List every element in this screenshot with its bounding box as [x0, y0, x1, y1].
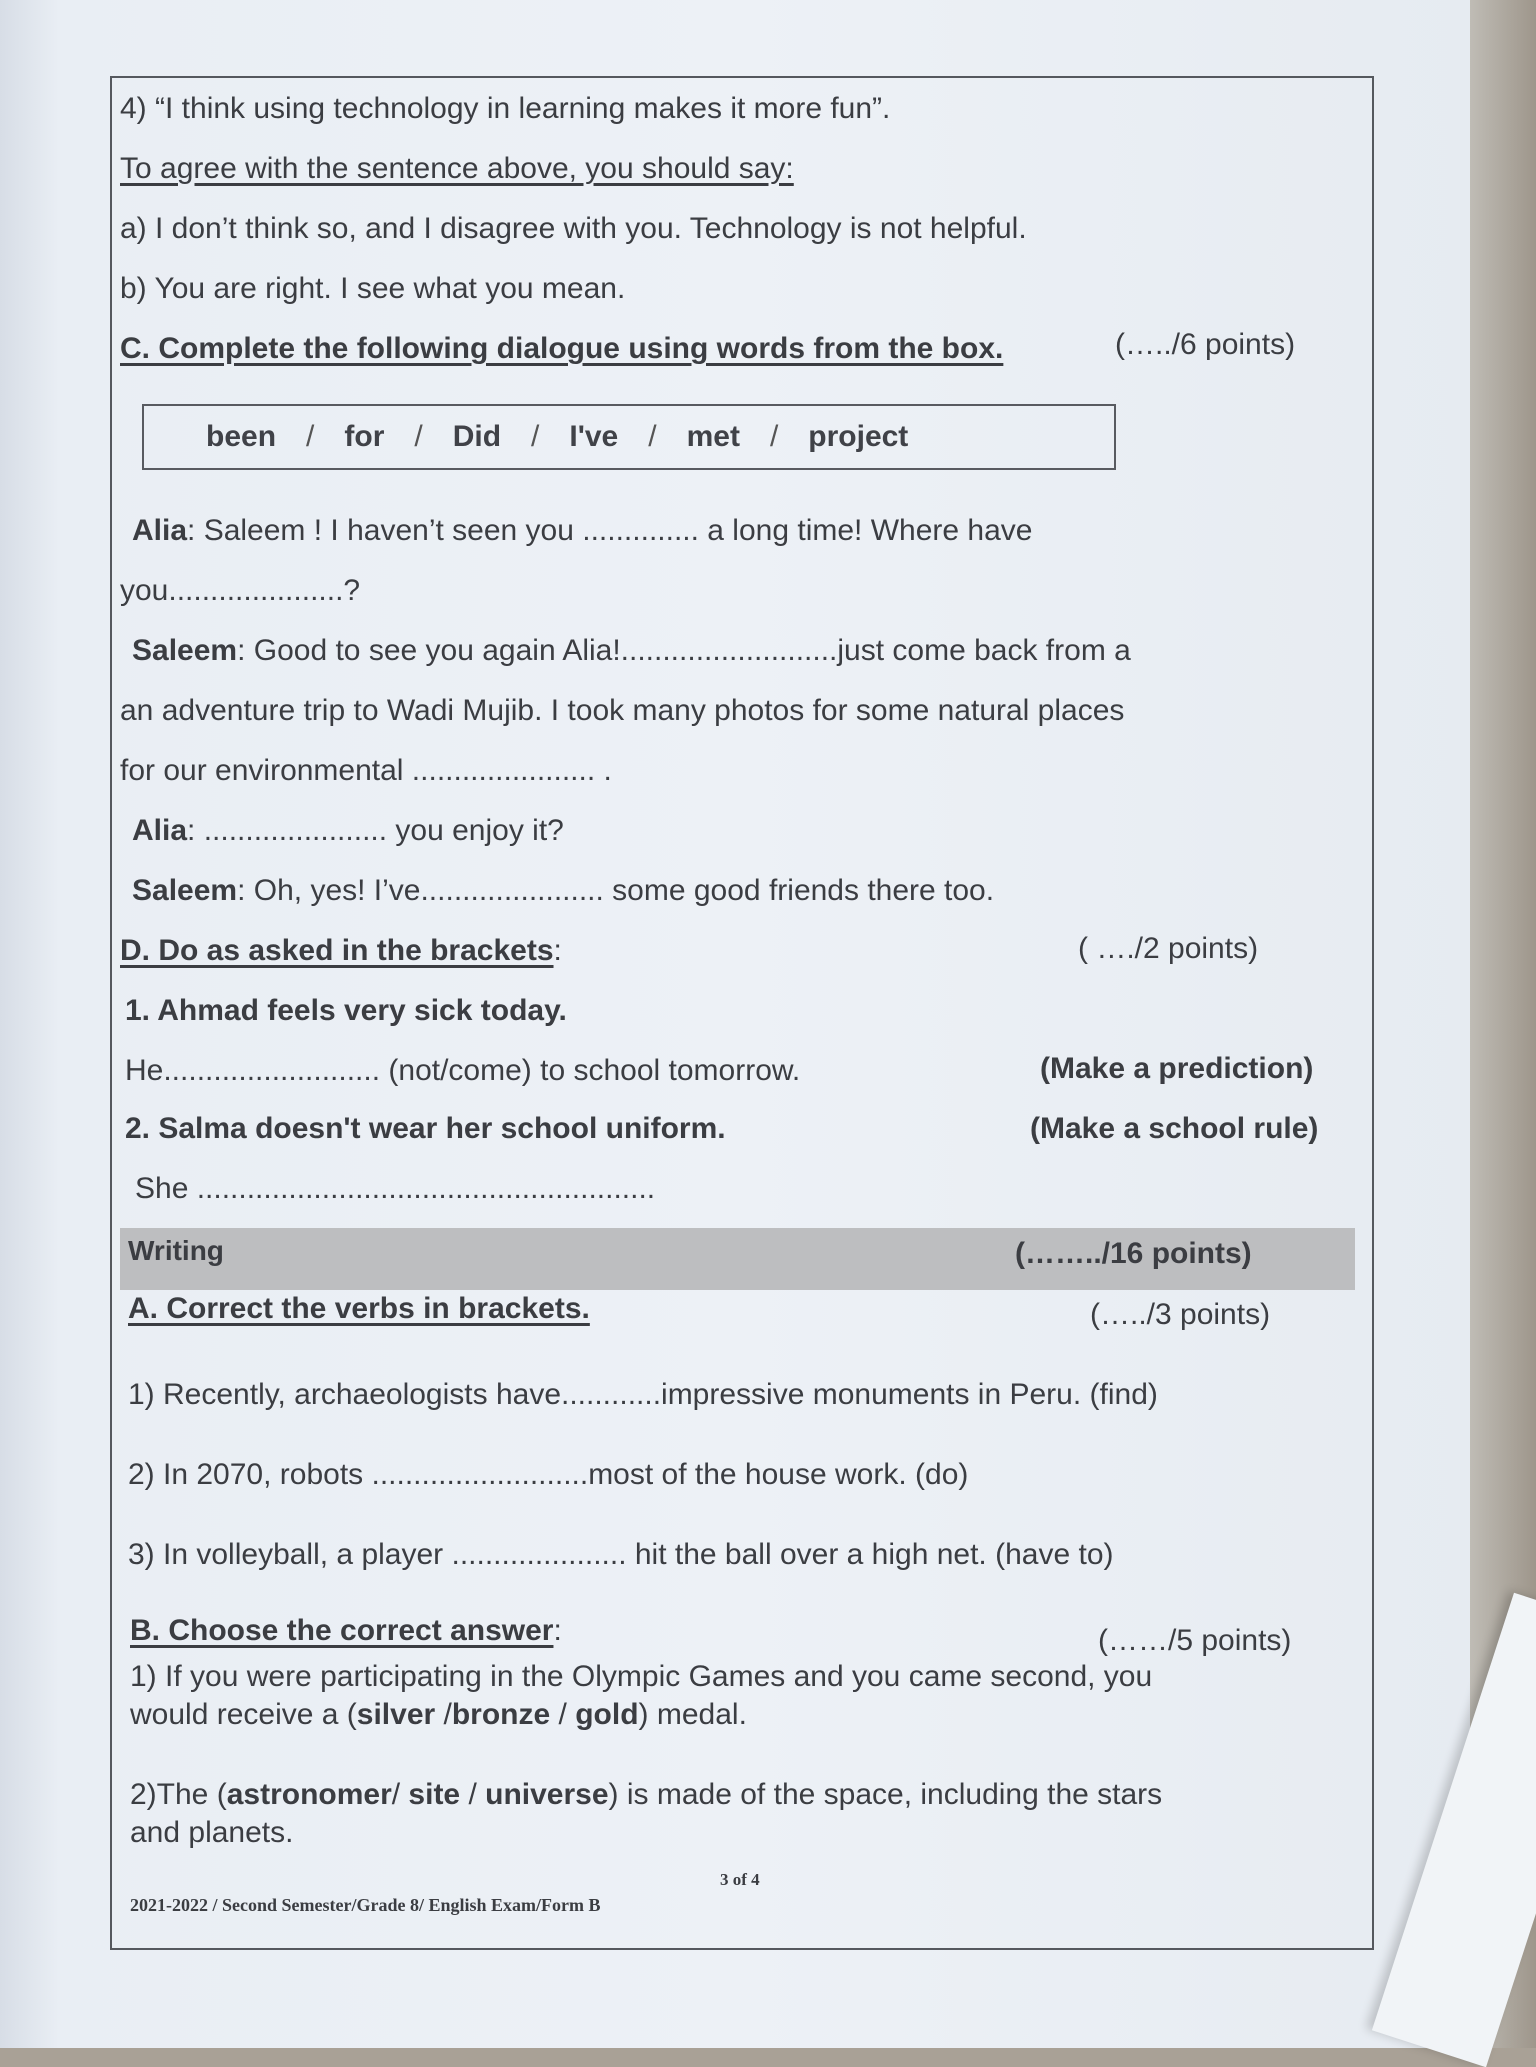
word-box-word: been — [206, 420, 277, 453]
section-d-q1-answer: He.......................... (not/come) to school tomorrow. — [125, 1054, 801, 1087]
section-d-points: ( …./2 points) — [1078, 932, 1259, 965]
exam-info: 2021-2022 / Second Semester/Grade 8/ English Exam/Form B — [130, 1895, 601, 1915]
q4-option-b: b) You are right. I see what you mean. — [120, 272, 626, 305]
section-c-points: (…../6 points) — [1115, 328, 1296, 361]
section-d-q2: 2. Salma doesn't wear her school uniform. — [125, 1112, 726, 1145]
q4-statement: 4) “I think using technology in learning makes it more fun”. — [120, 92, 891, 125]
section-a-title: A. Correct the verbs in brackets. — [128, 1292, 590, 1325]
dialogue-line-6: Alia: ...................... you enjoy it? — [132, 814, 564, 847]
section-b-q1-line2: would receive a (silver /bronze / gold) medal. — [130, 1698, 747, 1731]
dialogue-line-7: Saleem: Oh, yes! I’ve...................... some good friends there too. — [132, 874, 995, 907]
section-b-q2-line1: 2)The (astronomer/ site / universe) is made of the space, including the stars — [130, 1778, 1163, 1811]
section-b-q2-line2: and planets. — [130, 1816, 294, 1849]
page-number: 3 of 4 — [720, 1870, 760, 1889]
dialogue-line-3: Saleem: Good to see you again Alia!..........................just come back from a — [132, 634, 1131, 667]
section-d-q1-task: (Make a prediction) — [1040, 1052, 1314, 1085]
section-b-q1-line1: 1) If you were participating in the Olympic Games and you came second, you — [130, 1660, 1153, 1693]
word-box-word: I've — [569, 420, 619, 453]
section-c-title: C. Complete the following dialogue using words from the box. — [120, 332, 1004, 365]
section-d-q2-task: (Make a school rule) — [1030, 1112, 1319, 1145]
section-d-q2-answer: She ....................................................... — [135, 1172, 656, 1205]
section-a-q2: 2) In 2070, robots ..........................most of the house work. (do) — [128, 1458, 969, 1491]
section-d-title: D. Do as asked in the brackets: — [120, 934, 562, 967]
dialogue-line-4: an adventure trip to Wadi Mujib. I took many photos for some natural places — [120, 694, 1125, 727]
q4-option-a: a) I don’t think so, and I disagree with you. Technology is not helpful. — [120, 212, 1027, 245]
dialogue-line-5: for our environmental ...................... . — [120, 754, 612, 787]
word-box-word: project — [808, 420, 909, 453]
section-d-q1: 1. Ahmad feels very sick today. — [125, 994, 567, 1027]
dialogue-line-2: you.....................? — [120, 574, 361, 607]
word-box-word: Did — [452, 420, 502, 453]
section-b-title: B. Choose the correct answer: — [130, 1614, 562, 1647]
word-box: been / for / Did / I've / met / project — [142, 404, 1116, 470]
word-box-word: met — [686, 420, 740, 453]
section-a-points: (…../3 points) — [1090, 1298, 1271, 1331]
writing-points: (……../16 points) — [1015, 1237, 1252, 1270]
q4-instruction: To agree with the sentence above, you should say: — [120, 152, 794, 185]
section-a-q3: 3) In volleyball, a player ..................... hit the ball over a high net. (have to) — [128, 1538, 1114, 1571]
section-a-q1: 1) Recently, archaeologists have............impressive monuments in Peru. (find) — [128, 1378, 1158, 1411]
writing-label: Writing — [128, 1235, 224, 1266]
dialogue-line-1: Alia: Saleem ! I haven’t seen you .............. a long time! Where have — [132, 514, 1033, 547]
section-b-points: (……/5 points) — [1098, 1624, 1292, 1657]
word-box-word: for — [344, 420, 385, 453]
